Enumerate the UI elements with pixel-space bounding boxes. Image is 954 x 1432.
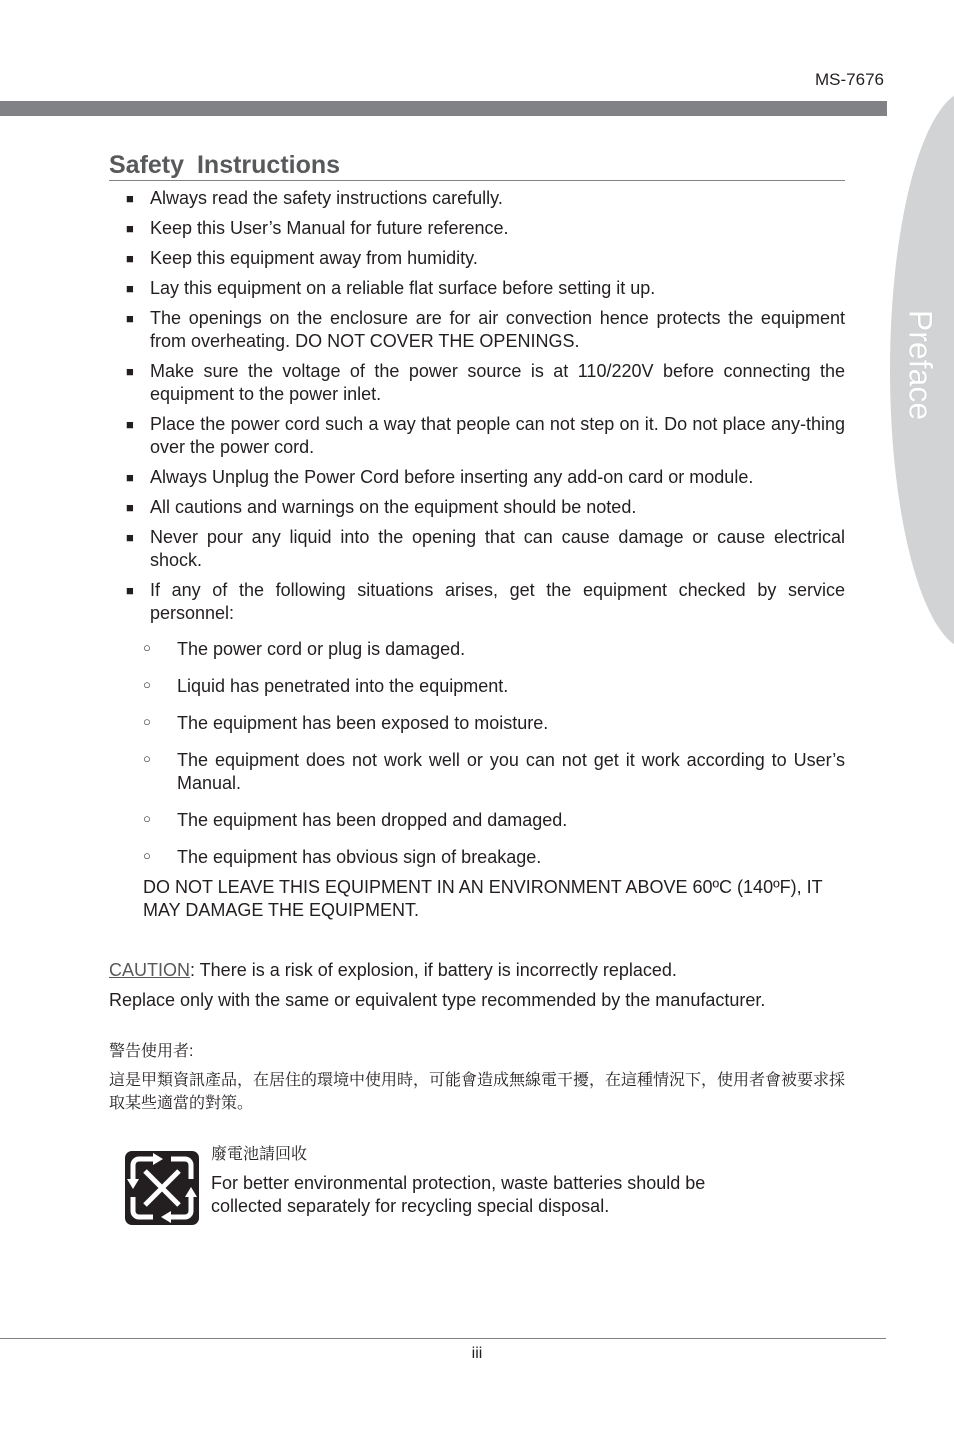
bullet-circle-icon: ○ [143, 677, 151, 692]
bullet-square-icon: ■ [126, 530, 134, 545]
temperature-warning: DO NOT LEAVE THIS EQUIPMENT IN AN ENVIRONMENT ABOVE 60ºC (140ºF), IT MAY DAMAGE THE EQUIPMENT. [143, 877, 823, 920]
list-item [109, 526, 845, 572]
main-content [109, 187, 845, 1227]
recycling-text: For better environmental protection, waste batteries should be collected separately for recycling special disposal. [211, 1173, 706, 1216]
bullet-square-icon: ■ [126, 417, 134, 432]
list-item-text: Always read the safety instructions carefully. [150, 188, 503, 208]
list-item [109, 187, 845, 210]
sub-list-item [109, 675, 845, 698]
caution-paragraph [109, 959, 845, 982]
bullet-square-icon: ■ [126, 221, 134, 236]
list-item-text: Keep this User’s Manual for future reference. [150, 218, 509, 238]
bullet-square-icon: ■ [126, 500, 134, 515]
list-item [109, 307, 845, 353]
sub-list-item [109, 846, 845, 869]
page-number: iii [471, 1345, 483, 1362]
side-tab-label: Preface [902, 309, 939, 421]
bullet-square-icon: ■ [126, 364, 134, 379]
list-item-text: Always Unplug the Power Cord before inserting any add-on card or module. [150, 467, 754, 487]
caution-label: CAUTION [109, 960, 190, 980]
safety-list [109, 187, 845, 625]
list-item [109, 413, 845, 459]
bullet-circle-icon: ○ [143, 714, 151, 729]
page-title: Safety Instructions [109, 150, 845, 181]
battery-recycle-icon [123, 1149, 201, 1227]
list-item [109, 579, 845, 625]
sub-list-item-text: The equipment has obvious sign of breakage. [177, 847, 542, 867]
model-number: MS-7676 [815, 70, 884, 89]
sub-list-item [109, 638, 845, 661]
list-item-text: Keep this equipment away from humidity. [150, 248, 478, 268]
bullet-square-icon: ■ [126, 281, 134, 296]
list-item [109, 466, 845, 489]
situation-list [109, 638, 845, 869]
bullet-square-icon: ■ [126, 583, 134, 598]
bullet-square-icon: ■ [126, 311, 134, 326]
list-item-text: Lay this equipment on a reliable flat surface before setting it up. [150, 278, 656, 298]
side-tab-label-wrap [880, 310, 954, 420]
sub-list-item [109, 809, 845, 832]
replace-note: Replace only with the same or equivalent type recommended by the manufacturer. [109, 990, 766, 1010]
sub-list-item-text: The equipment has been exposed to moisture. [177, 713, 549, 733]
sub-list-item-text: Liquid has penetrated into the equipment. [177, 676, 509, 696]
bullet-square-icon: ■ [126, 191, 134, 206]
recycling-title: 廢電池請回收 [211, 1146, 308, 1163]
bullet-circle-icon: ○ [143, 848, 151, 863]
chinese-warning-body: 這是甲類資訊產品，在居住的環境中使用時，可能會造成無線電干擾，在這種情況下，使用者會被要求採取某些適當的對策。 [109, 1072, 846, 1112]
list-item-text: Never pour any liquid into the opening that can cause damage or cause electrical shock. [150, 527, 845, 570]
list-item [109, 360, 845, 406]
list-item-text: Make sure the voltage of the power source is at 110/220V before connecting the equipment to the power inlet. [150, 361, 845, 404]
bullet-circle-icon: ○ [143, 640, 151, 655]
list-item-text: Place the power cord such a way that people can not step on it. Do not place any-thing over the power cord. [150, 414, 845, 457]
list-item [109, 247, 845, 270]
footer-rule [0, 1338, 886, 1339]
list-item [109, 277, 845, 300]
bullet-circle-icon: ○ [143, 751, 151, 766]
list-item-text: If any of the following situations arises, get the equipment checked by service personnel: [150, 580, 845, 623]
sub-list-item-text: The equipment does not work well or you can not get it work according to User’s Manual. [177, 750, 845, 793]
bullet-circle-icon: ○ [143, 811, 151, 826]
bullet-square-icon: ■ [126, 470, 134, 485]
list-item-text: All cautions and warnings on the equipment should be noted. [150, 497, 637, 517]
recycling-text-block [211, 1143, 845, 1227]
header-bar [0, 101, 887, 116]
list-item [109, 217, 845, 240]
caution-text: : There is a risk of explosion, if battery is incorrectly replaced. [190, 960, 677, 980]
list-item-text: The openings on the enclosure are for air convection hence protects the equipment from overheating. DO NOT COVER THE OPENINGS. [150, 308, 845, 351]
sub-list-item [109, 749, 845, 795]
list-item [109, 496, 845, 519]
sub-list-item [109, 712, 845, 735]
battery-recycling-notice [109, 1143, 845, 1227]
sub-list-item-text: The power cord or plug is damaged. [177, 639, 466, 659]
sub-list-item-text: The equipment has been dropped and damaged. [177, 810, 568, 830]
chinese-warning-heading: 警告使用者: [109, 1043, 194, 1060]
bullet-square-icon: ■ [126, 251, 134, 266]
